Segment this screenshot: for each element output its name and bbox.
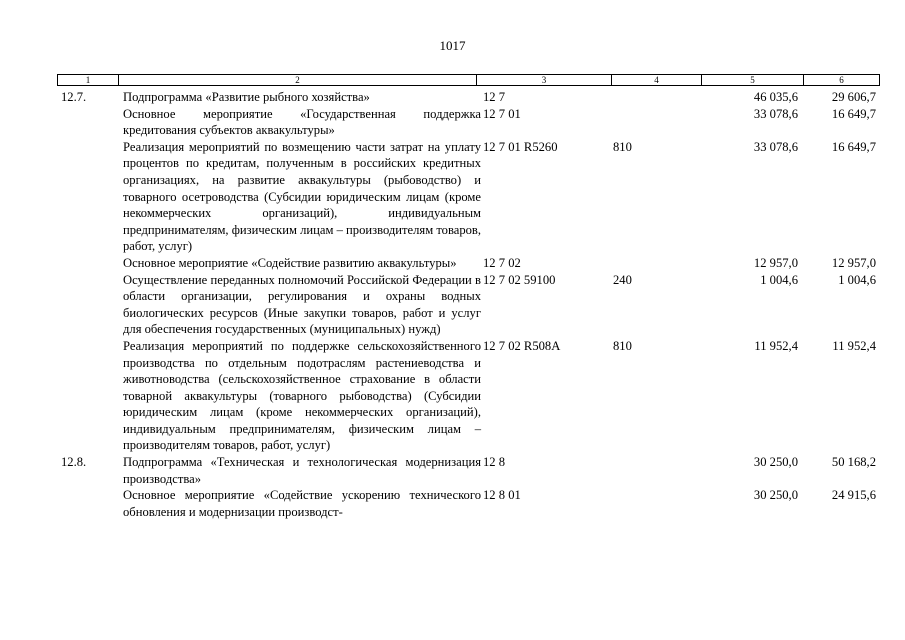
row-description: Подпрограмма «Развитие рыбного хозяйства» xyxy=(123,90,370,104)
row-description: Подпрограмма «Техническая и технологическая модернизация производства» xyxy=(123,455,481,486)
row-description: Реализация мероприятий по поддержке сельскохозяйственного производства по отдельным подотраслям растениеводства и животноводства (сельскохозяйственное страхование в области товарной аквакультуры (товарного рыбоводства) (Субсидии юридическим лицам (кроме некоммерческих организаций), индивидуальным предпринимателям, физическим лицам – производителям товаров, работ, услуг) xyxy=(123,338,481,453)
row-number: 12.7. xyxy=(61,90,87,104)
row-code: 12 7 02 59100 xyxy=(483,272,556,287)
row-description: Осуществление переданных полномочий Российской Федерации в области организации, регулирования и охраны водных биологических ресурсов (Иные закупки товаров, работ и услуг для обеспечения государственных (муниципальных) нужд) xyxy=(123,272,481,337)
row-code: 12 7 02 R508A xyxy=(483,338,561,353)
column-number-3: 3 xyxy=(476,75,611,85)
row-code: 12 7 xyxy=(483,90,506,104)
row-expense-type: 240 xyxy=(613,272,632,287)
row-amount-1: 11 952,4 xyxy=(754,338,798,353)
column-number-4: 4 xyxy=(611,75,701,85)
table-row xyxy=(57,454,880,487)
row-description: Основное мероприятие «Содействие ускорению технического обновления и модернизации производст- xyxy=(123,488,481,519)
row-code: 12 8 xyxy=(483,455,506,470)
table-header xyxy=(57,74,880,86)
row-amount-1: 30 250,0 xyxy=(753,455,798,470)
row-amount-2: 16 649,7 xyxy=(831,139,876,154)
row-amount-1: 46 035,6 xyxy=(753,90,798,104)
column-number-5: 5 xyxy=(701,75,803,85)
table-row xyxy=(57,89,880,106)
row-amount-1: 12 957,0 xyxy=(753,255,798,270)
row-code: 12 7 01 R5260 xyxy=(483,139,558,154)
row-amount-1: 33 078,6 xyxy=(753,106,798,121)
table-row xyxy=(57,139,880,255)
row-expense-type: 810 xyxy=(613,139,632,154)
table-row xyxy=(57,255,880,272)
table-row xyxy=(57,487,880,520)
row-description: Основное мероприятие «Содействие развитию аквакультуры» xyxy=(123,255,457,270)
table-row xyxy=(57,338,880,454)
table-row xyxy=(57,106,880,139)
row-amount-2: 16 649,7 xyxy=(831,106,876,121)
row-code: 12 7 01 xyxy=(483,106,521,121)
row-amount-2: 1 004,6 xyxy=(838,272,876,287)
column-number-2: 2 xyxy=(118,75,476,85)
column-number-1: 1 xyxy=(85,75,91,85)
row-amount-1: 33 078,6 xyxy=(753,139,798,154)
column-number-6: 6 xyxy=(803,75,879,85)
row-amount-2: 24 915,6 xyxy=(831,488,876,503)
row-description: Основное мероприятие «Государственная поддержка кредитования субъектов аквакультуры» xyxy=(123,106,481,138)
row-amount-1: 1 004,6 xyxy=(760,272,798,287)
row-code: 12 8 01 xyxy=(483,488,521,503)
row-description: Реализация мероприятий по возмещению части затрат на уплату процентов по кредитам, полученным в российских кредитных организациях, на развитие аквакультуры (рыбоводство) и товарного осетроводства (Субсидии юридическим лицам (кроме некоммерческих организаций), индивидуальным предпринимателям, физическим лицам – производителям товаров, работ, услуг) xyxy=(123,139,482,254)
row-amount-1: 30 250,0 xyxy=(753,488,798,503)
row-number: 12.8. xyxy=(61,455,87,470)
row-amount-2: 29 606,7 xyxy=(831,90,876,104)
row-code: 12 7 02 xyxy=(483,255,521,270)
row-expense-type: 810 xyxy=(613,338,632,353)
row-amount-2: 12 957,0 xyxy=(831,255,876,270)
row-amount-2: 11 952,4 xyxy=(832,338,876,353)
budget-table-body xyxy=(57,89,880,520)
page-number: 1017 xyxy=(439,38,466,53)
table-row xyxy=(57,272,880,338)
row-amount-2: 50 168,2 xyxy=(831,455,876,470)
